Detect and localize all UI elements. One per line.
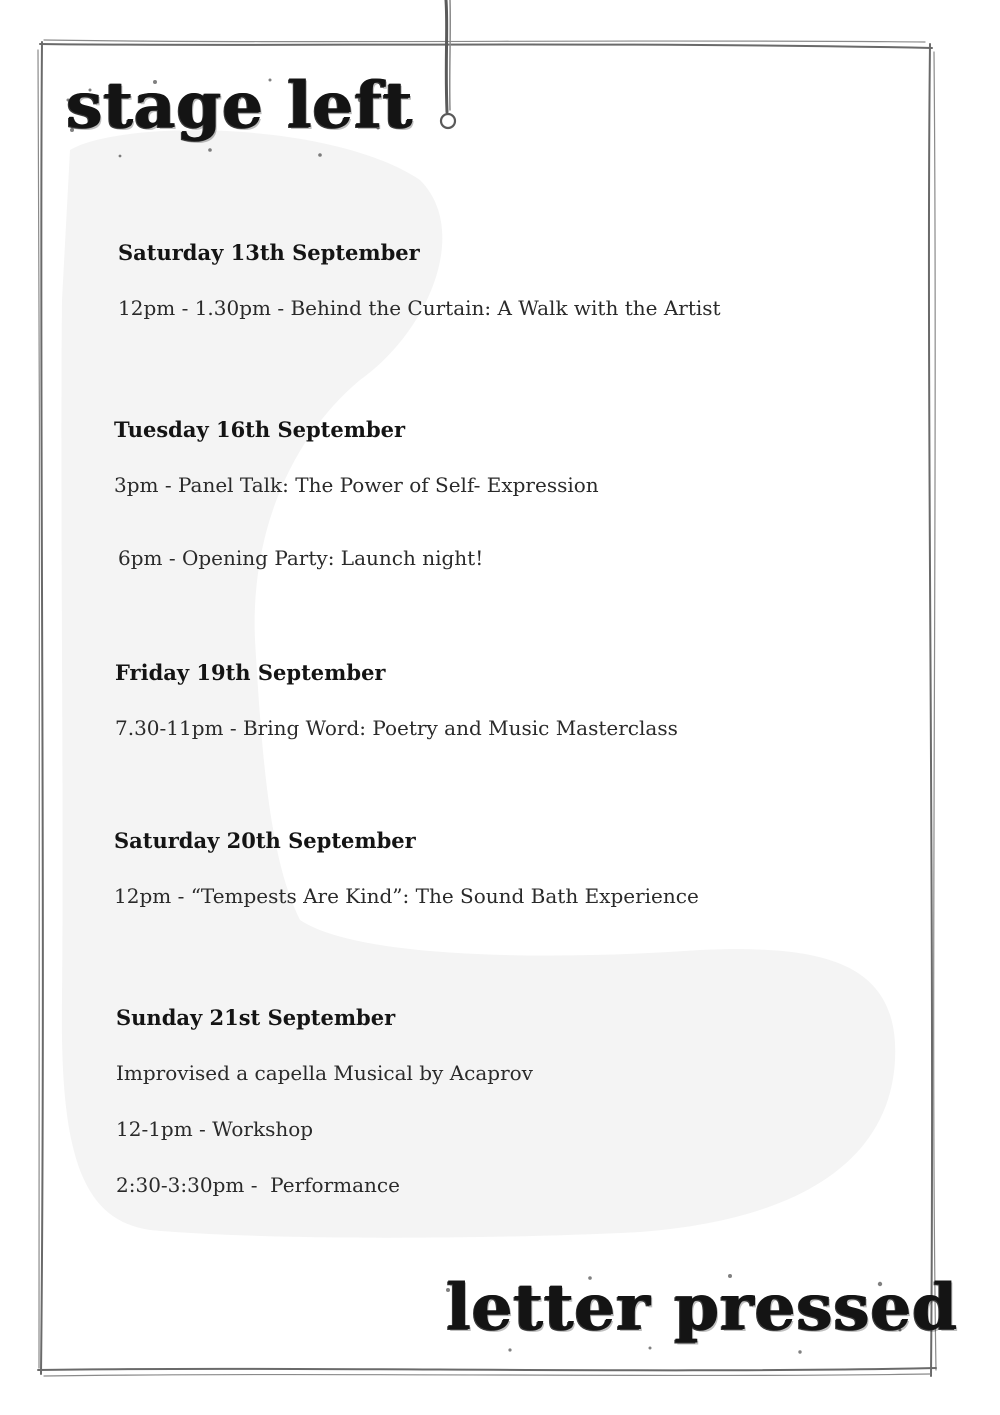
- poster-title-top: stage left: [66, 68, 413, 143]
- event-item: Improvised a capella Musical by Acaprov: [116, 1061, 533, 1085]
- event-item: 12pm - “Tempests Are Kind”: The Sound Bath Experience: [114, 884, 699, 908]
- event-item: 3pm - Panel Talk: The Power of Self- Expression: [114, 473, 599, 497]
- event-item: 12pm - 1.30pm - Behind the Curtain: A Walk with the Artist: [118, 296, 721, 320]
- event-item: 7.30-11pm - Bring Word: Poetry and Music Masterclass: [115, 716, 678, 740]
- day-heading: Saturday 20th September: [114, 828, 416, 853]
- day-heading: Tuesday 16th September: [114, 417, 406, 442]
- event-item: 6pm - Opening Party: Launch night!: [118, 546, 484, 570]
- poster-title-bottom: letter pressed: [446, 1270, 958, 1345]
- day-heading: Sunday 21st September: [116, 1005, 396, 1030]
- day-heading: Saturday 13th September: [118, 240, 420, 265]
- day-heading: Friday 19th September: [115, 660, 386, 685]
- event-item: 2:30-3:30pm - Performance: [116, 1173, 400, 1197]
- event-item: 12-1pm - Workshop: [116, 1117, 314, 1141]
